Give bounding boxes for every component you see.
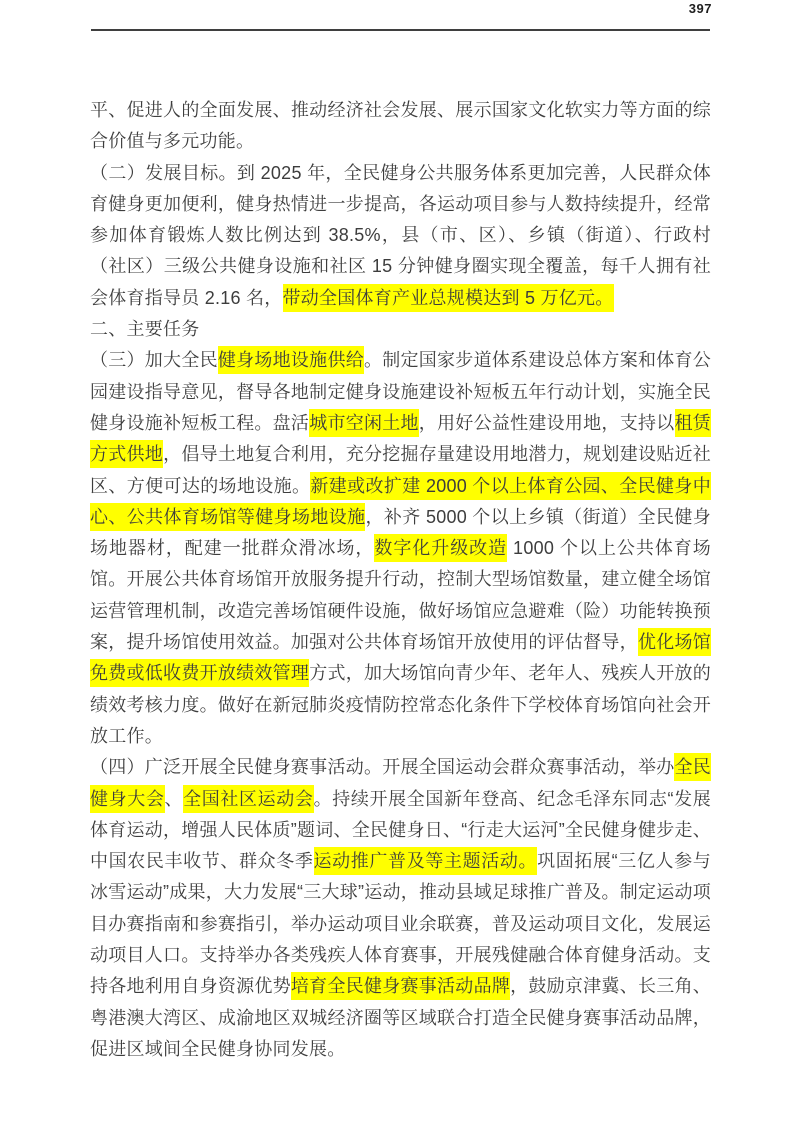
highlighted-text: 全民健身大会 — [90, 753, 711, 812]
header-rule — [91, 29, 710, 31]
text-run: （四）广泛开展全民健身赛事活动。开展全国运动会群众赛事活动，举办 — [90, 757, 675, 778]
text-run: 巩固拓展“三亿人参与冰雪运动”成果，大力发展“三大球”运动，推动县域足球推广普及。制定运动项目办赛指南和参赛指引，举办运动项目业余联赛，普及运动项目文化，发展运动项目人口。支持举办各类残疾人体育赛事，开展残健融合体育健身活动。支持各地利用自身资源优势 — [90, 851, 711, 997]
text-run: ，倡导土地复合利用，充分挖掘存量建设用地潜力，规划建设贴近社区、方便可达的场地设施。 — [90, 444, 711, 496]
text-run: 二、主要任务 — [90, 319, 200, 340]
text-run: ，用好公益性建设用地，支持以 — [418, 412, 675, 433]
text-run: 。持续开展全国新年登高、纪念毛泽东同志“发展体育运动，增强人民体质”题词、全民健身日、“行走大运河”全民健身健步走、中国农民丰收节、群众冬季 — [90, 788, 712, 872]
text-run: 平、促进人的全面发展、推动经济社会发展、展示国家文化软实力等方面的综合价值与多元功能。 — [90, 100, 711, 152]
paragraph — [90, 95, 711, 158]
highlighted-text: 带动全国体育产业总规模达到 5 万亿元。 — [283, 284, 614, 312]
highlighted-text: 运动推广普及等主题活动。 — [314, 847, 538, 875]
text-run: （二）发展目标。到 2025 年，全民健身公共服务体系更加完善，人民群众体育健身更加便利，健身热情进一步提高，各运动项目参与人数持续提升，经常参加体育锻炼人数比例达到 38.5%，县（市、区）、乡镇（街道）、行政村（社区）三级公共健身设施和社区 15 分钟健身圈实现全覆盖，每千人拥有社会体育指导员 2.16 名， — [90, 162, 711, 308]
highlighted-text: 培育全民健身赛事活动品牌 — [291, 972, 510, 1000]
paragraph-section-heading — [90, 314, 711, 345]
highlighted-text: 优化场馆免费或低收费开放绩效管理 — [90, 628, 711, 687]
highlighted-text: 全国社区运动会 — [183, 785, 313, 813]
paragraph — [90, 345, 711, 752]
text-run: （三）加大全民 — [90, 350, 218, 371]
highlighted-text: 租赁方式供地 — [90, 409, 711, 468]
highlighted-text: 数字化升级改造 — [374, 534, 507, 562]
text-run: 方式，加大场馆向青少年、老年人、残疾人开放的绩效考核力度。做好在新冠肺炎疫情防控常态化条件下学校体育场馆向社会开放工作。 — [90, 663, 712, 746]
text-run: ，补齐 5000 个以上乡镇（街道）全民健身场地器材，配建一批群众滑冰场， — [90, 506, 711, 559]
text-run: 1000 个以上公共体育场馆。开展公共体育场馆开放服务提升行动，控制大型场馆数量，建立健全场馆运营管理机制，改造完善场馆硬件设施，做好场馆应急避难（险）功能转换预案，提升场馆使用效益。加强对公共体育场馆开放使用的评估督导， — [90, 538, 712, 653]
text-run: 。制定国家步道体系建设总体方案和体育公园建设指导意见，督导各地制定健身设施建设补短板五年行动计划，实施全民健身设施补短板工程。盘活 — [90, 350, 712, 433]
text-run: 、 — [164, 788, 184, 809]
paragraph — [90, 752, 711, 1065]
page-number: 397 — [688, 1, 712, 16]
paragraph — [90, 158, 711, 314]
highlighted-text: 新建或改扩建 2000 个以上体育公园、全民健身中心、公共体育场馆等健身场地设施 — [90, 472, 711, 531]
text-run: ，鼓励京津冀、长三角、粤港澳大湾区、成渝地区双城经济圈等区域联合打造全民健身赛事活动品牌，促进区域间全民健身协同发展。 — [90, 976, 712, 1059]
document-body — [90, 95, 711, 1065]
highlighted-text: 健身场地设施供给 — [218, 346, 364, 374]
highlighted-text: 城市空闲土地 — [309, 409, 419, 437]
